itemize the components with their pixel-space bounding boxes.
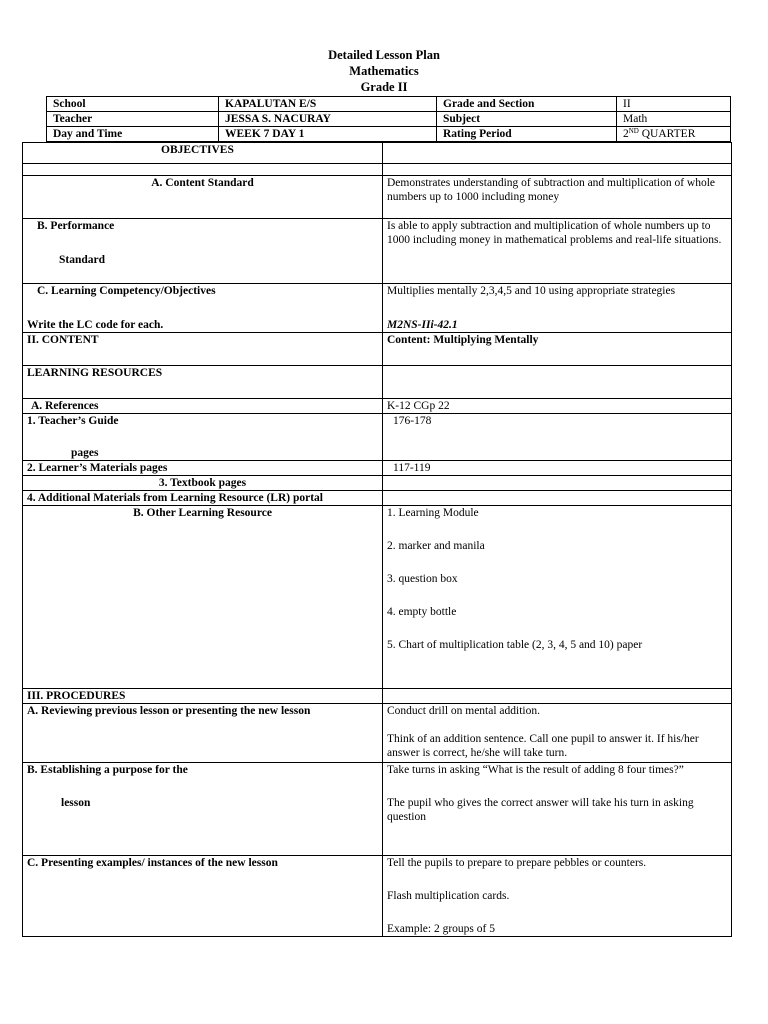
document-title: Detailed Lesson Plan bbox=[328, 48, 440, 62]
row-competency bbox=[23, 284, 732, 333]
purpose-label-cell bbox=[23, 763, 383, 856]
content-value: Content: Multiplying Mentally bbox=[383, 333, 732, 366]
school-label: School bbox=[47, 97, 219, 112]
row-teachers-guide bbox=[23, 414, 732, 461]
info-table bbox=[46, 96, 731, 142]
competency-label-2: Write the LC code for each. bbox=[27, 319, 164, 331]
additional-materials-label: 4. Additional Materials from Learning Resource (LR) portal bbox=[23, 491, 383, 506]
objectives-heading: OBJECTIVES bbox=[23, 143, 383, 164]
reviewing-value-1: Conduct drill on mental addition. bbox=[387, 705, 540, 717]
lesson-plan-table bbox=[22, 142, 732, 937]
row-reviewing bbox=[23, 704, 732, 763]
rating-sup: ND bbox=[628, 127, 639, 135]
performance-label: B. Performance bbox=[37, 220, 115, 232]
teachers-guide-label-cell bbox=[23, 414, 383, 461]
teacher-value: JESSA S. NACURAY bbox=[219, 112, 437, 127]
presenting-value-1: Tell the pupils to prepare to prepare pebbles or counters. bbox=[387, 857, 647, 869]
list-item: 4. empty bottle bbox=[387, 606, 457, 618]
row-content bbox=[23, 333, 732, 366]
reviewing-value-cell bbox=[383, 704, 732, 763]
presenting-value-2: Flash multiplication cards. bbox=[387, 890, 510, 902]
rating-period-value bbox=[617, 127, 731, 142]
list-item: 1. Learning Module bbox=[387, 507, 479, 519]
info-row-day-time bbox=[47, 127, 731, 142]
spacer-left bbox=[23, 164, 383, 176]
spacer-right bbox=[383, 164, 732, 176]
purpose-value-cell bbox=[383, 763, 732, 856]
lc-code: M2NS-IIi-42.1 bbox=[387, 319, 458, 331]
info-row-school bbox=[47, 97, 731, 112]
textbook-value bbox=[383, 476, 732, 491]
competency-label: C. Learning Competency/Objectives bbox=[37, 285, 216, 297]
subject-label: Subject bbox=[437, 112, 617, 127]
other-resources-list bbox=[383, 506, 732, 689]
teachers-guide-value: 176-178 bbox=[383, 414, 732, 461]
list-item: 5. Chart of multiplication table (2, 3, 4, 5 and 10) paper bbox=[387, 639, 643, 651]
teachers-guide-label-2: pages bbox=[71, 447, 99, 459]
competency-label-cell bbox=[23, 284, 383, 333]
row-presenting bbox=[23, 856, 732, 937]
school-value: KAPALUTAN E/S bbox=[219, 97, 437, 112]
grade-section-label: Grade and Section bbox=[437, 97, 617, 112]
references-label: A. References bbox=[23, 399, 383, 414]
row-textbook bbox=[23, 476, 732, 491]
learning-resources-empty bbox=[383, 366, 732, 399]
row-performance-standard bbox=[23, 219, 732, 284]
competency-value-cell bbox=[383, 284, 732, 333]
list-item: 3. question box bbox=[387, 573, 458, 585]
rating-period-label: Rating Period bbox=[437, 127, 617, 142]
purpose-value-1: Take turns in asking “What is the result of adding 8 four times?” bbox=[387, 764, 684, 776]
reviewing-label: A. Reviewing previous lesson or presenting the new lesson bbox=[23, 704, 383, 763]
competency-value: Multiplies mentally 2,3,4,5 and 10 using appropriate strategies bbox=[387, 285, 676, 297]
document-subject: Mathematics bbox=[349, 64, 419, 78]
references-value: K-12 CGp 22 bbox=[383, 399, 732, 414]
row-purpose bbox=[23, 763, 732, 856]
info-row-teacher bbox=[47, 112, 731, 127]
objectives-empty bbox=[383, 143, 732, 164]
subject-value: Math bbox=[617, 112, 731, 127]
grade-section-value: II bbox=[617, 97, 731, 112]
document-grade: Grade II bbox=[360, 80, 408, 94]
teacher-label: Teacher bbox=[47, 112, 219, 127]
rating-num: 2 bbox=[623, 128, 629, 140]
purpose-label: B. Establishing a purpose for the bbox=[27, 764, 188, 776]
rating-rest: QUARTER bbox=[638, 128, 696, 140]
row-other-resources bbox=[23, 506, 732, 689]
day-time-label: Day and Time bbox=[47, 127, 219, 142]
reviewing-value-2: Think of an addition sentence. Call one pupil to answer it. If his/her answer is correct, he/she will take turn. bbox=[387, 733, 699, 759]
performance-label-2: Standard bbox=[59, 254, 106, 266]
performance-value: Is able to apply subtraction and multiplication of whole numbers up to 1000 including money in mathematical problems and real-life situations. bbox=[383, 219, 732, 284]
row-learners-materials bbox=[23, 461, 732, 476]
row-spacer bbox=[23, 164, 732, 176]
presenting-value-cell bbox=[383, 856, 732, 937]
purpose-value-2: The pupil who gives the correct answer will take his turn in asking question bbox=[387, 797, 694, 823]
row-references bbox=[23, 399, 732, 414]
additional-materials-value bbox=[383, 491, 732, 506]
purpose-label-2: lesson bbox=[61, 797, 91, 809]
content-standard-label: A. Content Standard bbox=[23, 176, 383, 219]
textbook-label: 3. Textbook pages bbox=[23, 476, 383, 491]
list-item: 2. marker and manila bbox=[387, 540, 485, 552]
row-objectives bbox=[23, 143, 732, 164]
other-resources-label: B. Other Learning Resource bbox=[23, 506, 383, 689]
day-time-value: WEEK 7 DAY 1 bbox=[219, 127, 437, 142]
teachers-guide-label: 1. Teacher’s Guide bbox=[27, 415, 119, 427]
learners-materials-label: 2. Learner’s Materials pages bbox=[23, 461, 383, 476]
presenting-value-3: Example: 2 groups of 5 bbox=[387, 923, 495, 935]
procedures-empty bbox=[383, 689, 732, 704]
performance-label-cell bbox=[23, 219, 383, 284]
learning-resources-label: LEARNING RESOURCES bbox=[23, 366, 383, 399]
row-learning-resources bbox=[23, 366, 732, 399]
learners-materials-value: 117-119 bbox=[383, 461, 732, 476]
row-additional-materials bbox=[23, 491, 732, 506]
content-label: II. CONTENT bbox=[23, 333, 383, 366]
row-procedures bbox=[23, 689, 732, 704]
procedures-label: III. PROCEDURES bbox=[23, 689, 383, 704]
presenting-label: C. Presenting examples/ instances of the new lesson bbox=[23, 856, 383, 937]
row-content-standard bbox=[23, 176, 732, 219]
content-standard-value: Demonstrates understanding of subtraction and multiplication of whole numbers up to 1000 including money bbox=[383, 176, 732, 219]
